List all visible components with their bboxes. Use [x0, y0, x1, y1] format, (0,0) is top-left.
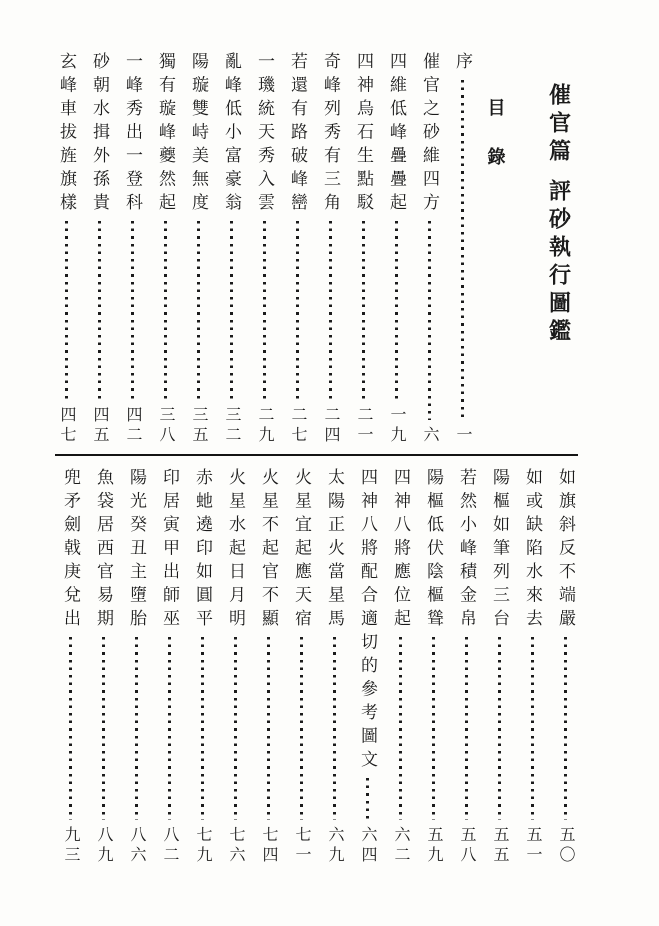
- toc-entry-title: 四維低峰疊疊起: [387, 52, 406, 217]
- toc-entry: [483, 468, 516, 866]
- dotted-leader: [168, 637, 171, 821]
- toc-entry-title: 亂峰低小富豪翁: [222, 52, 241, 217]
- dotted-leader: [564, 637, 567, 821]
- toc-entry: [116, 52, 149, 446]
- dotted-leader: [201, 637, 204, 821]
- toc-entry-title: 序: [453, 52, 472, 76]
- toc-entry: [219, 468, 252, 866]
- toc-entry-page-number: 六二: [392, 826, 409, 866]
- toc-entry: [318, 468, 351, 866]
- toc-entry: [549, 468, 582, 866]
- toc-entry-title: 火星宜起應天宿: [292, 468, 311, 633]
- book-title-sub: 評砂執行圖鑑: [546, 179, 572, 347]
- dotted-leader: [102, 637, 105, 821]
- toc-entry-title: 一璣統天秀入雲: [255, 52, 274, 217]
- dotted-leader: [263, 221, 266, 401]
- dotted-leader: [300, 637, 303, 821]
- toc-entry-page-number: 五一: [524, 826, 541, 866]
- toc-entry-title: 兜矛劍戟庚兌出: [61, 468, 80, 633]
- toc-entry-page-number: 四五: [91, 406, 108, 446]
- toc-entry-title: 火星水起日月明: [226, 468, 245, 633]
- toc-entry-title: 赤虵遶印如圓平: [193, 468, 212, 633]
- toc-entry: [149, 52, 182, 446]
- dotted-leader: [498, 637, 501, 821]
- section-divider: [55, 454, 578, 456]
- toc-entry-page-number: 五八: [458, 826, 475, 866]
- toc-entry-title: 火星不起官不顯: [259, 468, 278, 633]
- dotted-leader: [65, 221, 68, 401]
- toc-entry: [285, 468, 318, 866]
- toc-entry: [182, 52, 215, 446]
- toc-entry: [120, 468, 153, 866]
- toc-entry-page-number: 三二: [223, 406, 240, 446]
- toc-entry: [446, 52, 479, 446]
- toc-entry-page-number: 七四: [260, 826, 277, 866]
- toc-entry-title: 若然小峰積金帛: [457, 468, 476, 633]
- toc-entry-title: 印居寅甲出師巫: [160, 468, 179, 633]
- dotted-leader: [461, 80, 464, 421]
- toc-entry-page-number: 二七: [289, 406, 306, 446]
- toc-entry-page-number: 九三: [62, 826, 79, 866]
- toc-entry-page-number: 三五: [190, 406, 207, 446]
- toc-entry: [252, 468, 285, 866]
- toc-entry-page-number: 五五: [491, 826, 508, 866]
- dotted-leader: [296, 221, 299, 401]
- toc-entry-page-number: 六四: [359, 826, 376, 866]
- toc-entry-page-number: 八九: [95, 826, 112, 866]
- toc-heading: 目錄: [485, 98, 506, 196]
- toc-entry-page-number: 七一: [293, 826, 310, 866]
- dotted-leader: [366, 778, 369, 821]
- toc-entry-title: 四神烏石生點駁: [354, 52, 373, 217]
- dotted-leader: [362, 221, 365, 401]
- toc-entry-title: 陽璇雙峙美無度: [189, 52, 208, 217]
- toc-entry: [380, 52, 413, 446]
- toc-entry-title: 奇峰列秀有三角: [321, 52, 340, 217]
- toc-entry-title: 玄峰車拔旌旗樣: [57, 52, 76, 217]
- dotted-leader: [164, 221, 167, 401]
- toc-entry-title: 四神八將應位起: [391, 468, 410, 633]
- toc-heading-column: [479, 52, 512, 446]
- dotted-leader: [267, 637, 270, 821]
- toc-entry: [413, 52, 446, 446]
- dotted-leader: [465, 637, 468, 821]
- dotted-leader: [428, 221, 431, 421]
- toc-entry-page-number: 一九: [388, 406, 405, 446]
- toc-entry-page-number: 四七: [58, 406, 75, 446]
- toc-entry: [450, 468, 483, 866]
- toc-entry-title: 砂朝水揖外孫貴: [90, 52, 109, 217]
- toc-entry-title: 魚袋居西官易期: [94, 468, 113, 633]
- toc-entry-title: 如或缺陷水來去: [523, 468, 542, 633]
- dotted-leader: [135, 637, 138, 821]
- dotted-leader: [131, 221, 134, 401]
- toc-entry: [186, 468, 219, 866]
- toc-entry: [281, 52, 314, 446]
- toc-entry-title: 陽光癸丑主墮胎: [127, 468, 146, 633]
- book-title-column: [536, 52, 582, 446]
- toc-entry: [314, 52, 347, 446]
- toc-entry-page-number: 六: [421, 426, 438, 446]
- toc-entry-page-number: 七六: [227, 826, 244, 866]
- toc-entry-title: 若還有路破峰巒: [288, 52, 307, 217]
- toc-entry: [215, 52, 248, 446]
- toc-entry: [347, 52, 380, 446]
- toc-entry-title: 太陽正火當星馬: [325, 468, 344, 633]
- toc-entry-page-number: 一: [454, 426, 471, 446]
- toc-entry: [87, 468, 120, 866]
- toc-entry-title: 四神八將配合適切的參考圖文: [358, 468, 377, 774]
- toc-entry-page-number: 二一: [355, 406, 372, 446]
- toc-entry: [248, 52, 281, 446]
- toc-entry-title: 一峰秀出一登科: [123, 52, 142, 217]
- toc-entry-page-number: 二九: [256, 406, 273, 446]
- dotted-leader: [197, 221, 200, 401]
- toc-entry: [50, 52, 83, 446]
- book-title-main: 催官篇: [546, 83, 572, 167]
- toc-entry-title: 陽樞低伏陰樞聳: [424, 468, 443, 633]
- dotted-leader: [98, 221, 101, 401]
- toc-entry-page-number: 六九: [326, 826, 343, 866]
- dotted-leader: [531, 637, 534, 821]
- toc-entry: [54, 468, 87, 866]
- toc-entry-title: 陽樞如筆列三台: [490, 468, 509, 633]
- dotted-leader: [69, 637, 72, 821]
- toc-entry-page-number: 五〇: [557, 826, 574, 866]
- toc-entry-title: 獨有璇峰夔然起: [156, 52, 175, 217]
- toc-entry: [351, 468, 384, 866]
- toc-entry-title: 如旗斜反不端嚴: [556, 468, 575, 633]
- dotted-leader: [399, 637, 402, 821]
- toc-entry-title: 催官之砂維四方: [420, 52, 439, 217]
- toc-entry-page-number: 二四: [322, 406, 339, 446]
- dotted-leader: [234, 637, 237, 821]
- toc-entry: [83, 52, 116, 446]
- toc-entry-page-number: 四二: [124, 406, 141, 446]
- toc-entry-page-number: 八二: [161, 826, 178, 866]
- dotted-leader: [333, 637, 336, 821]
- toc-entry: [417, 468, 450, 866]
- dotted-leader: [432, 637, 435, 821]
- toc-entry-page-number: 七九: [194, 826, 211, 866]
- toc-entry-page-number: 三八: [157, 406, 174, 446]
- toc-entry: [153, 468, 186, 866]
- toc-entry: [516, 468, 549, 866]
- toc-top-section: [48, 52, 582, 446]
- dotted-leader: [230, 221, 233, 401]
- dotted-leader: [329, 221, 332, 401]
- toc-entry: [384, 468, 417, 866]
- toc-entry-page-number: 八六: [128, 826, 145, 866]
- toc-entry-page-number: 五九: [425, 826, 442, 866]
- toc-bottom-section: [52, 468, 582, 866]
- dotted-leader: [395, 221, 398, 401]
